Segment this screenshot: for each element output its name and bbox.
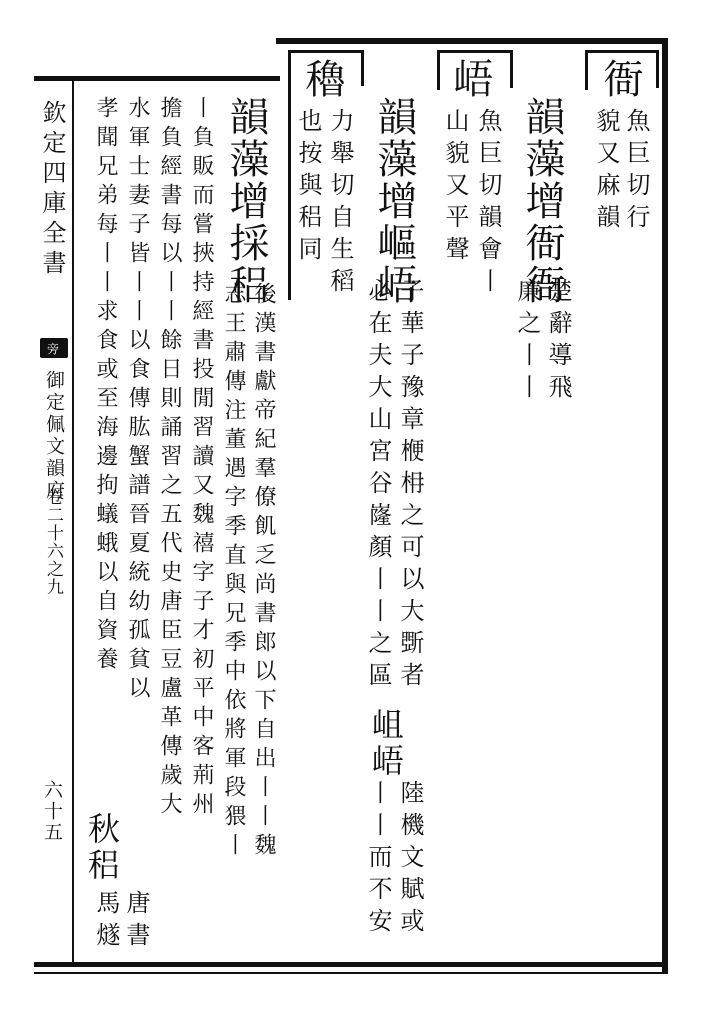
entry-yu-quote-2: 必在夫大山宮谷嶐顏丨丨之區 — [364, 278, 392, 694]
entry-lu-quote-1: 後漢書獻帝紀羣僚飢乏尚書郎以下自出丨丨魏 — [251, 282, 276, 862]
frame-bottom-line — [34, 962, 668, 967]
entry-yu-gloss-1: 魚巨切韻會丨 — [474, 108, 502, 300]
entry-ya-gloss-1: 魚巨切行 — [622, 108, 650, 236]
margin-page-number: 六十五 — [41, 780, 63, 843]
heading-rule-yu-left — [437, 50, 440, 90]
heading-rule-ya-left — [585, 50, 588, 90]
frame-bottom-line-inner — [34, 972, 668, 974]
entry-yu-gloss-2: 山貌又平聲 — [441, 108, 469, 268]
frame-top-line — [34, 76, 280, 81]
entry-head-ya: 衙 — [597, 58, 643, 100]
margin-volume: 卷二十六之九 — [43, 488, 63, 596]
entry-ya-quote-2: 廉之丨丨 — [513, 278, 541, 406]
entry-lu-gloss-2: 也按與稆同 — [294, 108, 322, 268]
entry-juyu-quote-1: 陸機文賦或 — [396, 780, 424, 940]
entry-head-yu: 峿 — [447, 58, 493, 100]
entry-ya-gloss-2: 貌又麻韻 — [592, 108, 620, 236]
sub-head-qiulu: 秋稆 — [83, 812, 121, 884]
entry-lu-quote-2: 志王肅傳注董遇字季直與兄季中依將軍段猥丨 — [221, 282, 246, 862]
entry-lu-quote-3: 丨負販而嘗挾持經書投閒習讀又魏禧字子才初平中客荊州 — [189, 96, 214, 821]
entry-head-lu: 穭 — [299, 58, 345, 100]
margin-divider-line — [72, 80, 74, 962]
heading-tab-1 — [276, 38, 436, 44]
entry-lu-quote-5: 水軍士妻子皆丨丨以食傳肱蟹譜晉夏統幼孤貧以 — [125, 96, 150, 705]
sub-head-yunzao-lu: 韻藻增採稆 — [223, 96, 269, 306]
entry-juyu-quote-2: 丨丨而不安 — [364, 780, 392, 940]
entry-qiulu-quote-2: 馬燧 — [92, 890, 120, 954]
sub-head-yunzao-yu: 韻藻增嶇峿 — [371, 96, 417, 306]
margin-title: 欽定四庫全書 — [38, 100, 66, 280]
entry-lu-quote-4: 擔負經書每以丨丨餘日則誦習之五代史唐臣豆盧革傳歲大 — [157, 96, 182, 821]
frame-right-line — [662, 38, 668, 974]
heading-rule-shao-left — [288, 50, 291, 300]
entry-lu-gloss-1: 力舉切自生稻 — [326, 108, 354, 300]
heading-tab-2 — [436, 38, 662, 44]
corner-tag — [40, 338, 68, 358]
margin-book-title: 御定佩文韻府 — [43, 370, 65, 502]
entry-qiulu-quote-1: 唐書 — [122, 890, 150, 954]
entry-yu-quote-1: 子華子豫章楩枏之可以大斲者 — [396, 278, 424, 694]
sub-head-yunzao-ya: 韻藻增衙衙 — [519, 96, 565, 306]
sub-head-juyu: 岨峿 — [367, 708, 405, 780]
entry-lu-quote-6: 孝聞兄弟每丨丨求食或至海邊拘蟻蛾以自資養 — [93, 96, 118, 676]
corner-tag-label: 旁 — [47, 342, 60, 356]
entry-ya-quote-1: 楚辭導飛 — [544, 278, 572, 406]
